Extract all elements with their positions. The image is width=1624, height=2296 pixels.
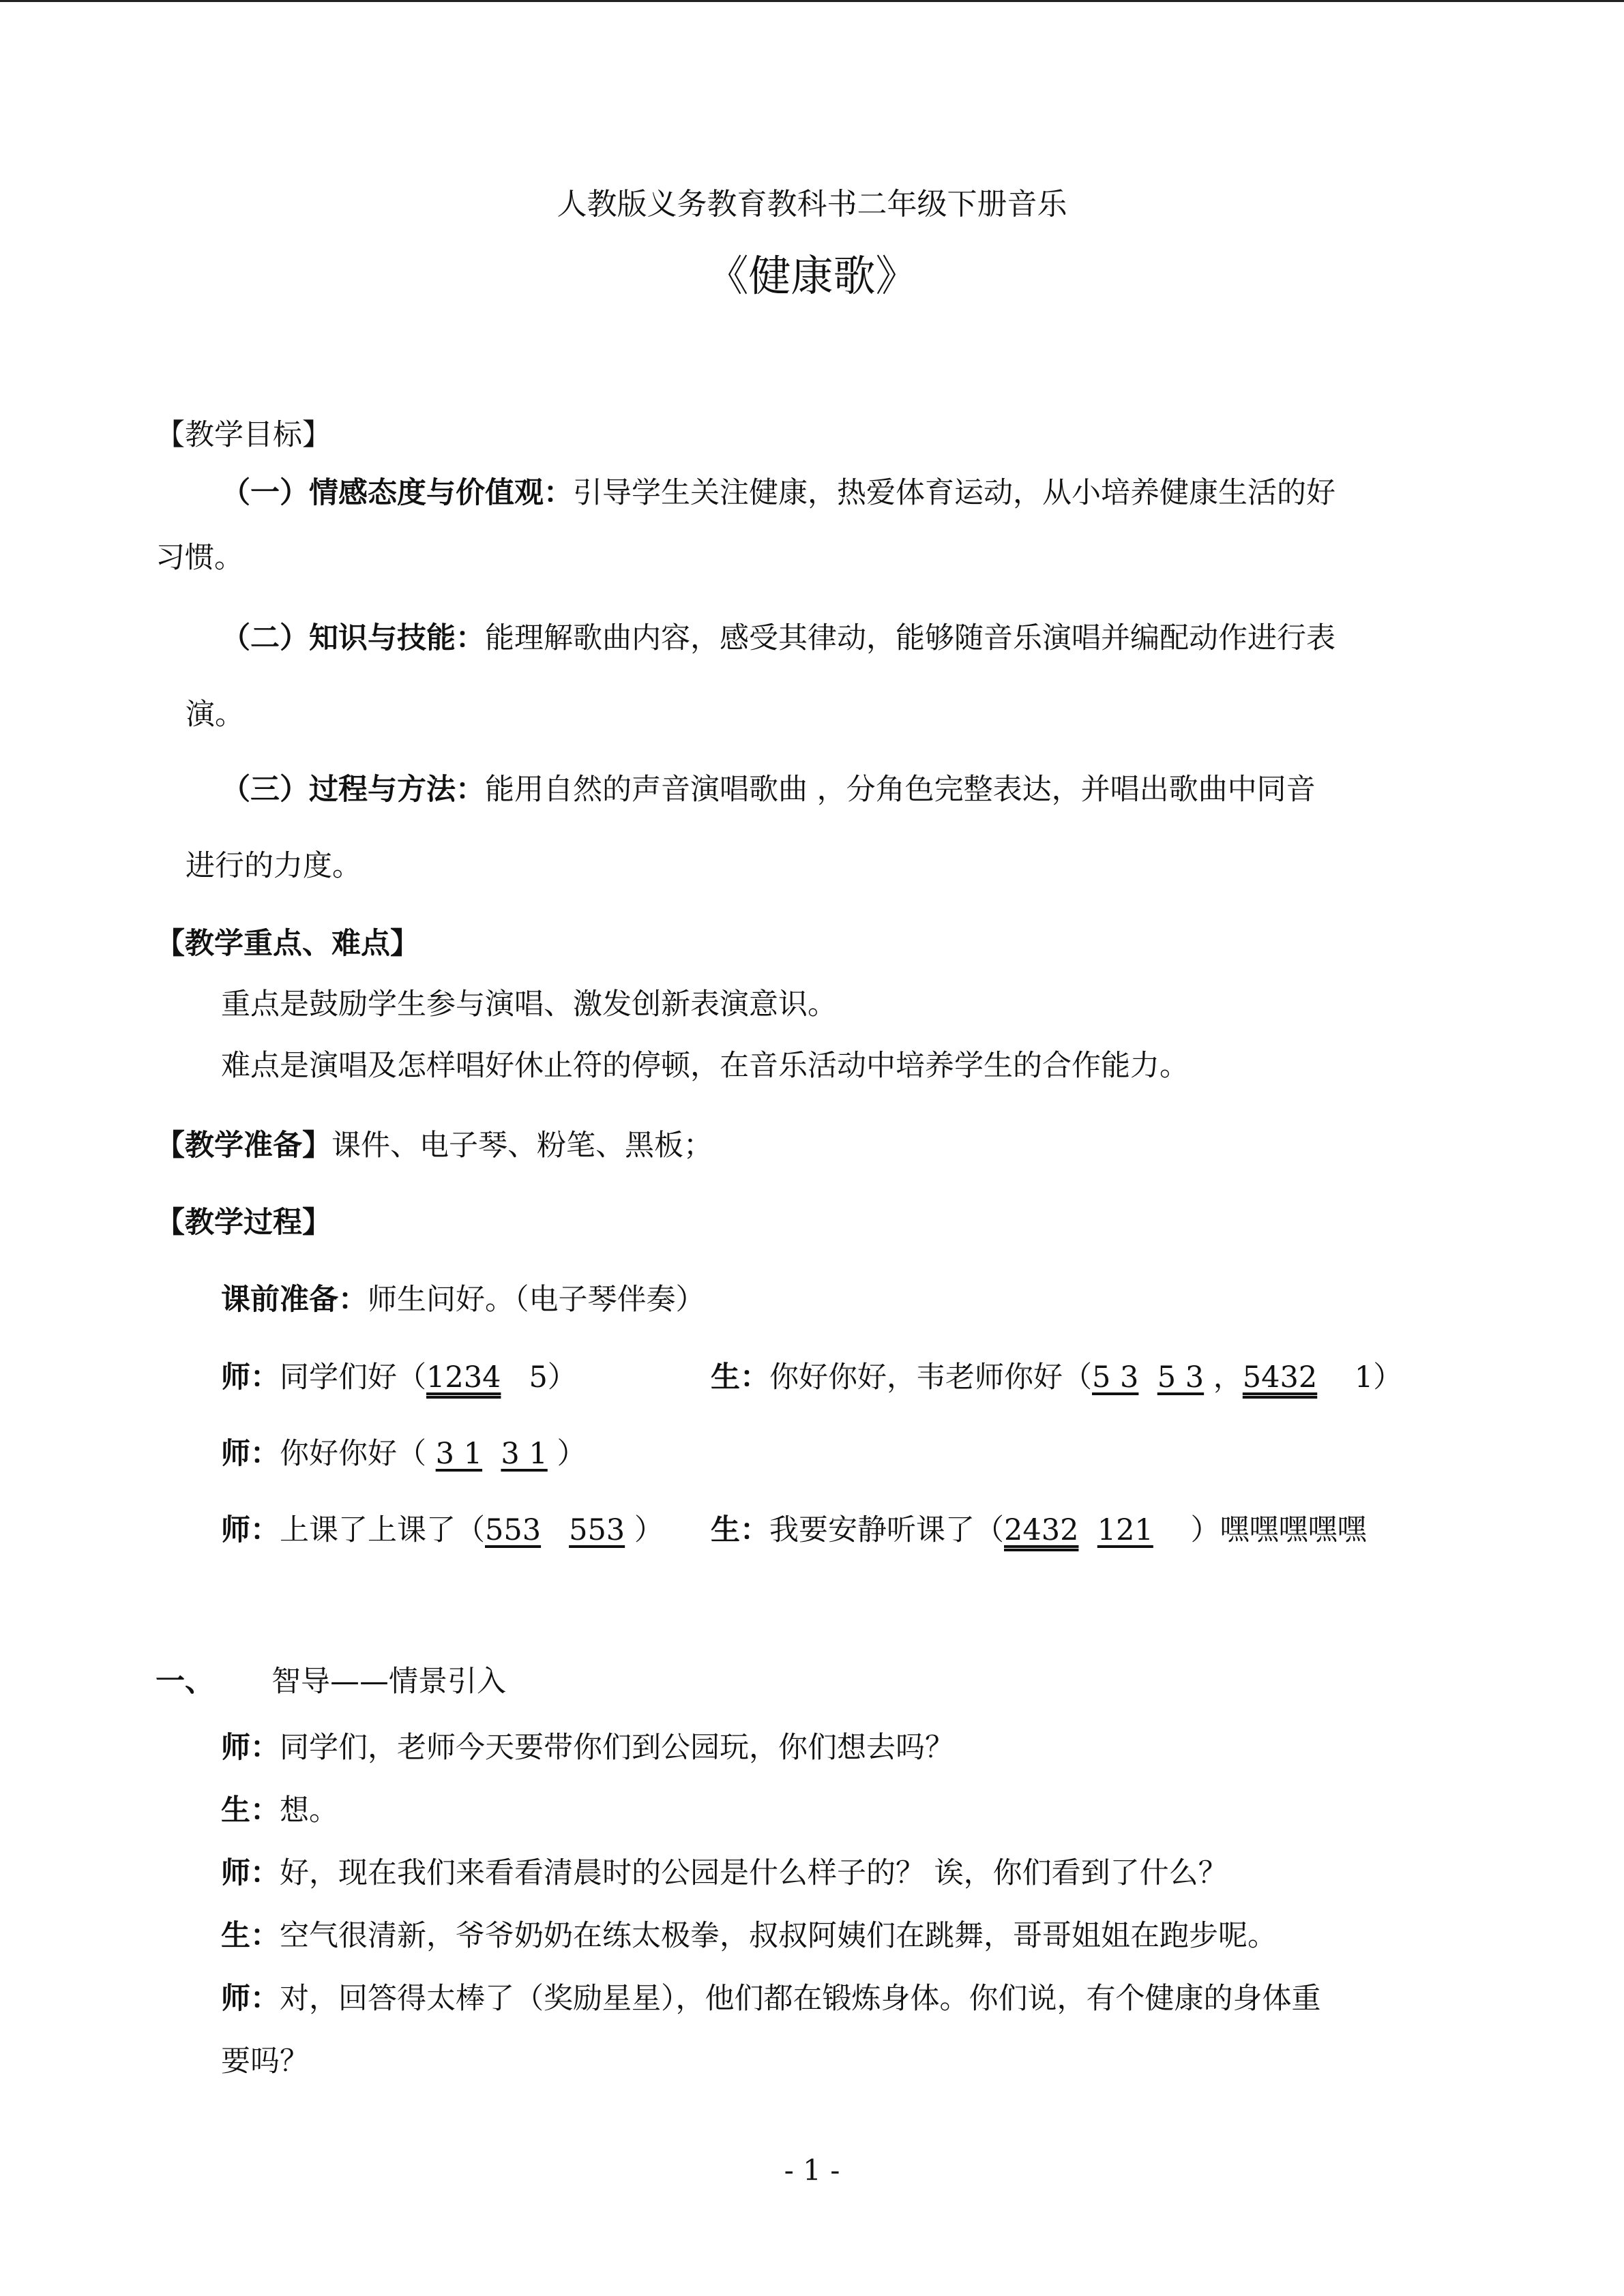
section-1-line-6: 要吗？ (221, 2044, 309, 2078)
objective-2-line2: 演。 (186, 698, 244, 732)
notation: 553 (485, 1513, 542, 1547)
section-1-title: 智导——情景引入 (271, 1665, 506, 1699)
dialogue-text: 好，现在我们来看看清晨时的公园是什么样子的？ 诶，你们看到了什么？ (280, 1856, 1228, 1890)
process-heading: 【教学过程】 (156, 1206, 331, 1240)
objectives-heading: 【教学目标】 (156, 418, 331, 452)
dialogue-row-3-teacher (221, 1511, 664, 1549)
dialogue-row-1-teacher (221, 1358, 577, 1397)
dialogue-text: 你好你好，韦老师你好（ (769, 1360, 1092, 1395)
notation: 553 (569, 1513, 625, 1547)
notation-separator: ， (1213, 1360, 1243, 1395)
notation: 5 3 (1157, 1360, 1205, 1395)
dialogue-text: 我要安静听课了（ (769, 1513, 1004, 1547)
keypoints-heading: 【教学重点、难点】 (156, 927, 419, 961)
objective-3-line1 (221, 771, 1316, 809)
preparation-text: 课件、电子琴、粉笔、黑板； (331, 1129, 713, 1163)
pre-class-label: 课前准备： (221, 1283, 368, 1317)
student-label: 生： (711, 1360, 769, 1395)
notation: 121 (1097, 1513, 1153, 1547)
section-1-line-1 (221, 1729, 954, 1767)
dialogue-row-2-teacher (221, 1435, 586, 1473)
student-label: 生： (711, 1513, 769, 1547)
top-border (0, 0, 1624, 2)
section-1-line-4 (221, 1917, 1277, 1955)
notation: 2432 (1004, 1513, 1079, 1547)
speaker-label: 生： (221, 1793, 280, 1828)
notation: 1） (1354, 1360, 1403, 1395)
notation: 5） (529, 1360, 577, 1395)
notation: 5 3 (1092, 1360, 1139, 1395)
section-1-line-2 (221, 1791, 338, 1830)
notation: 1234 (426, 1360, 501, 1395)
dialogue-text: 你好你好（ (280, 1437, 426, 1471)
objective-2-line1 (221, 619, 1335, 657)
document-subtitle: 人教版义务教育教科书二年级下册音乐 (557, 187, 1067, 222)
pre-class-line (221, 1281, 705, 1319)
pre-class-text: 师生问好。（电子琴伴奏） (368, 1283, 705, 1317)
dialogue-text: 上课了上课了（ (280, 1513, 485, 1547)
difficulty-text: 难点是演唱及怎样唱好休止符的停顿，在音乐活动中培养学生的合作能力。 (221, 1049, 1189, 1083)
objective-3-text: 能用自然的声音演唱歌曲 ，分角色完整表达，并唱出歌曲中同音 (485, 773, 1316, 807)
teacher-label: 师： (221, 1437, 280, 1471)
dialogue-text: 想。 (280, 1793, 338, 1828)
section-1-line-3 (221, 1854, 1228, 1892)
notation-end: ） (634, 1513, 664, 1547)
objective-3-label: （三）过程与方法： (221, 773, 485, 807)
objective-1-line1 (221, 474, 1335, 512)
document-title: 《健康歌》 (706, 251, 918, 301)
objective-2-text: 能理解歌曲内容，感受其律动，能够随音乐演唱并编配动作进行表 (485, 621, 1335, 655)
preparation-line (156, 1127, 713, 1165)
objective-1-label: （一）情感态度与价值观： (221, 476, 573, 510)
dialogue-text: 同学们好（ (280, 1360, 426, 1395)
speaker-label: 师： (221, 1731, 280, 1765)
objective-1-line2: 习惯。 (156, 541, 243, 575)
notation-end: ）嘿嘿嘿嘿嘿 (1190, 1513, 1367, 1547)
dialogue-text: 同学们，老师今天要带你们到公园玩，你们想去吗？ (280, 1731, 954, 1765)
dialogue-row-3-student (711, 1511, 1367, 1549)
notation: 5432 (1242, 1360, 1318, 1395)
speaker-label: 师： (221, 1856, 280, 1890)
keypoint-text: 重点是鼓励学生参与演唱、激发创新表演意识。 (221, 987, 837, 1022)
dialogue-row-1-student (711, 1358, 1402, 1397)
dialogue-text: 空气很清新，爷爷奶奶在练太极拳，叔叔阿姨们在跳舞，哥哥姐姐在跑步呢。 (280, 1919, 1277, 1953)
section-1-line-5 (221, 1980, 1321, 2018)
speaker-label: 生： (221, 1919, 280, 1953)
dialogue-text: 对，回答得太棒了（奖励星星），他们都在锻炼身体。你们说，有个健康的身体重 (280, 1982, 1321, 2016)
teacher-label: 师： (221, 1513, 280, 1547)
section-1-number: 一、 (156, 1665, 214, 1699)
objective-1-text: 引导学生关注健康，热爱体育运动，从小培养健康生活的好 (573, 476, 1335, 510)
preparation-heading: 【教学准备】 (156, 1129, 331, 1163)
objective-3-line2: 进行的力度。 (186, 849, 361, 883)
objective-2-label: （二）知识与技能： (221, 621, 485, 655)
notation: 3 1 (501, 1437, 548, 1471)
notation: 3 1 (435, 1437, 483, 1471)
teacher-label: 师： (221, 1360, 280, 1395)
page-number: - 1 - (784, 2153, 840, 2187)
notation-end: ） (557, 1437, 587, 1471)
speaker-label: 师： (221, 1982, 280, 2016)
